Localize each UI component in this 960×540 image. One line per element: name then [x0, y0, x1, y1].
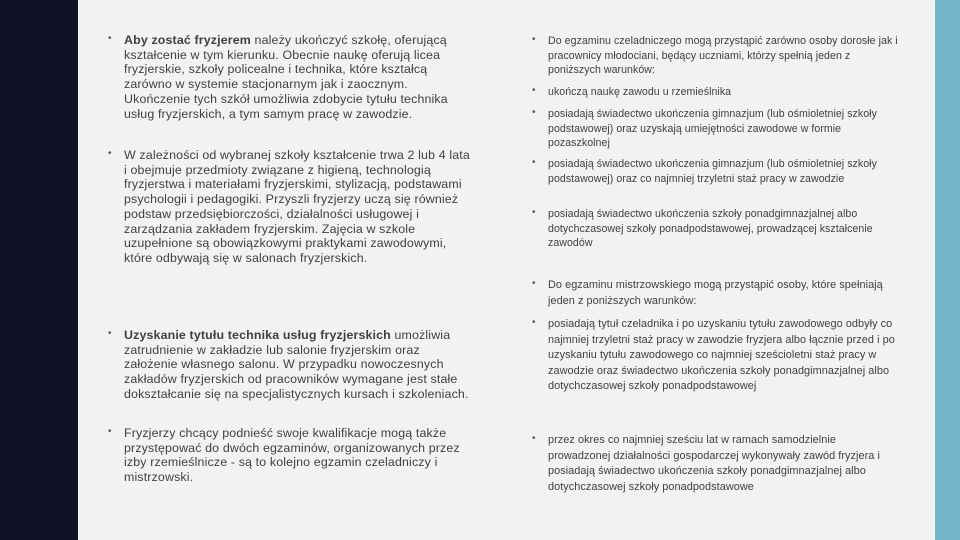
list-item — [108, 328, 473, 402]
list-item-text: przez okres co najmniej sześciu lat w ramach samodzielnie prowadzonej działalności gospodarczej wykonywały zawód fryzjera i posiadają świadectwo ukończenia szkoły ponadgimnazjalnej albo dotychczasowej szkoły ponadpodstawowe — [548, 434, 880, 493]
list-item — [532, 157, 900, 186]
list-item — [532, 107, 900, 151]
list-item-text: posiadają świadectwo ukończenia gimnazjum (lub ośmioletniej szkoły podstawowej) oraz uzyskają umiejętności zawodowe w formie pozaszkolnej — [548, 108, 877, 149]
list-item-text — [124, 426, 473, 485]
bullet-icon: • — [108, 33, 112, 44]
list-item-body: Fryzjerzy chcący podnieść swoje kwalifikacje mogą także przystępować do dwóch egzaminów, organizowanych przez izby rzemieślnicze - są to kolejno egzamin czeladniczy i mistrzowski. — [124, 426, 460, 485]
list-item — [108, 148, 473, 266]
bullet-icon: • — [108, 148, 112, 159]
list-item-text: Do egzaminu mistrzowskiego mogą przystąpić osoby, które spełniają jeden z poniższych warunków: — [548, 279, 883, 307]
bullet-icon: • — [532, 278, 536, 289]
list-item — [532, 278, 900, 309]
right-accent-bar — [935, 0, 960, 540]
list-item — [532, 34, 900, 78]
list-item — [532, 85, 900, 100]
list-item-text — [124, 148, 473, 266]
list-item — [532, 207, 900, 251]
list-item — [108, 426, 473, 485]
list-item-text — [124, 33, 473, 121]
list-item-body: należy ukończyć szkołę, oferującą kształcenie w tym kierunku. Obecnie naukę oferują licea fryzjerskie, szkoły policealne i technika, które kształcą zarówno w systemie stacjonarnym jak i zaocznym. Ukończenie tych szkół umożliwia zdobycie tytułu technika usług fryzjerskich, a tym samym pracę w zawodzie. — [124, 33, 448, 121]
left-accent-bar — [0, 0, 78, 540]
bullet-icon: • — [532, 317, 536, 328]
list-item-body: W zależności od wybranej szkoły kształcenie trwa 2 lub 4 lata i obejmuje przedmioty związane z higieną, technologią fryzjerstwa i materiałami fryzjerskimi, stylizacją, podstawami psychologii i pedagogiki. Przyszli fryzjerzy uczą się również podstaw przedsiębiorczości, działalności usługowej i zarządzania zakładem fryzjerskim. Zajęcia w szkole uzupełnione są obowiązkowymi praktykami zawodowymi, które odbywają się w salonach fryzjerskich. — [124, 148, 470, 265]
list-item-bold: Aby zostać fryzjerem — [124, 33, 251, 47]
list-item-text: posiadają świadectwo ukończenia szkoły ponadgimnazjalnej albo dotychczasowej szkoły ponadpodstawowej, prowadzącej kształcenie zawodów — [548, 208, 873, 249]
bullet-icon: • — [532, 85, 536, 96]
list-item-body: umożliwia zatrudnienie w zakładzie lub salonie fryzjerskim oraz założenie własnego salonu. W przypadku nowoczesnych zakładów fryzjerskich od pracowników wymagane jest stałe dokształcanie się na specjalistycznych kursach i szkoleniach. — [124, 328, 469, 401]
list-item-text: posiadają świadectwo ukończenia gimnazjum (lub ośmioletniej szkoły podstawowej) oraz co najmniej trzyletni staż pracy w zawodzie — [548, 158, 877, 185]
list-item — [532, 317, 900, 395]
bullet-icon: • — [532, 433, 536, 444]
bullet-icon: • — [532, 107, 536, 118]
bullet-icon: • — [532, 157, 536, 168]
list-item — [108, 33, 473, 121]
list-item — [532, 433, 900, 495]
bullet-icon: • — [532, 207, 536, 218]
bullet-icon: • — [532, 34, 536, 45]
list-item-bold: Uzyskanie tytułu technika usług fryzjerskich — [124, 328, 391, 342]
bullet-icon: • — [108, 328, 112, 339]
bullet-icon: • — [108, 426, 112, 437]
list-item-text — [124, 328, 473, 402]
list-item-text: posiadają tytuł czeladnika i po uzyskaniu tytułu zawodowego odbyły co najmniej trzyletni staż pracy w zawodzie fryzjera albo łącznie przed i po uzyskaniu tytułu zawodowego co najmniej sześcioletni staż pracy w zawodzie oraz świadectwo ukończenia szkoły ponadgimnazjalnej albo dotychczasowej szkoły ponadpodstawowej — [548, 318, 895, 393]
list-item-text: ukończą naukę zawodu u rzemieślnika — [548, 86, 732, 98]
list-item-text: Do egzaminu czeladniczego mogą przystąpić zarówno osoby dorosłe jak i pracownicy młodociani, będący uczniami, którzy spełnią jeden z poniższych warunków: — [548, 35, 898, 76]
